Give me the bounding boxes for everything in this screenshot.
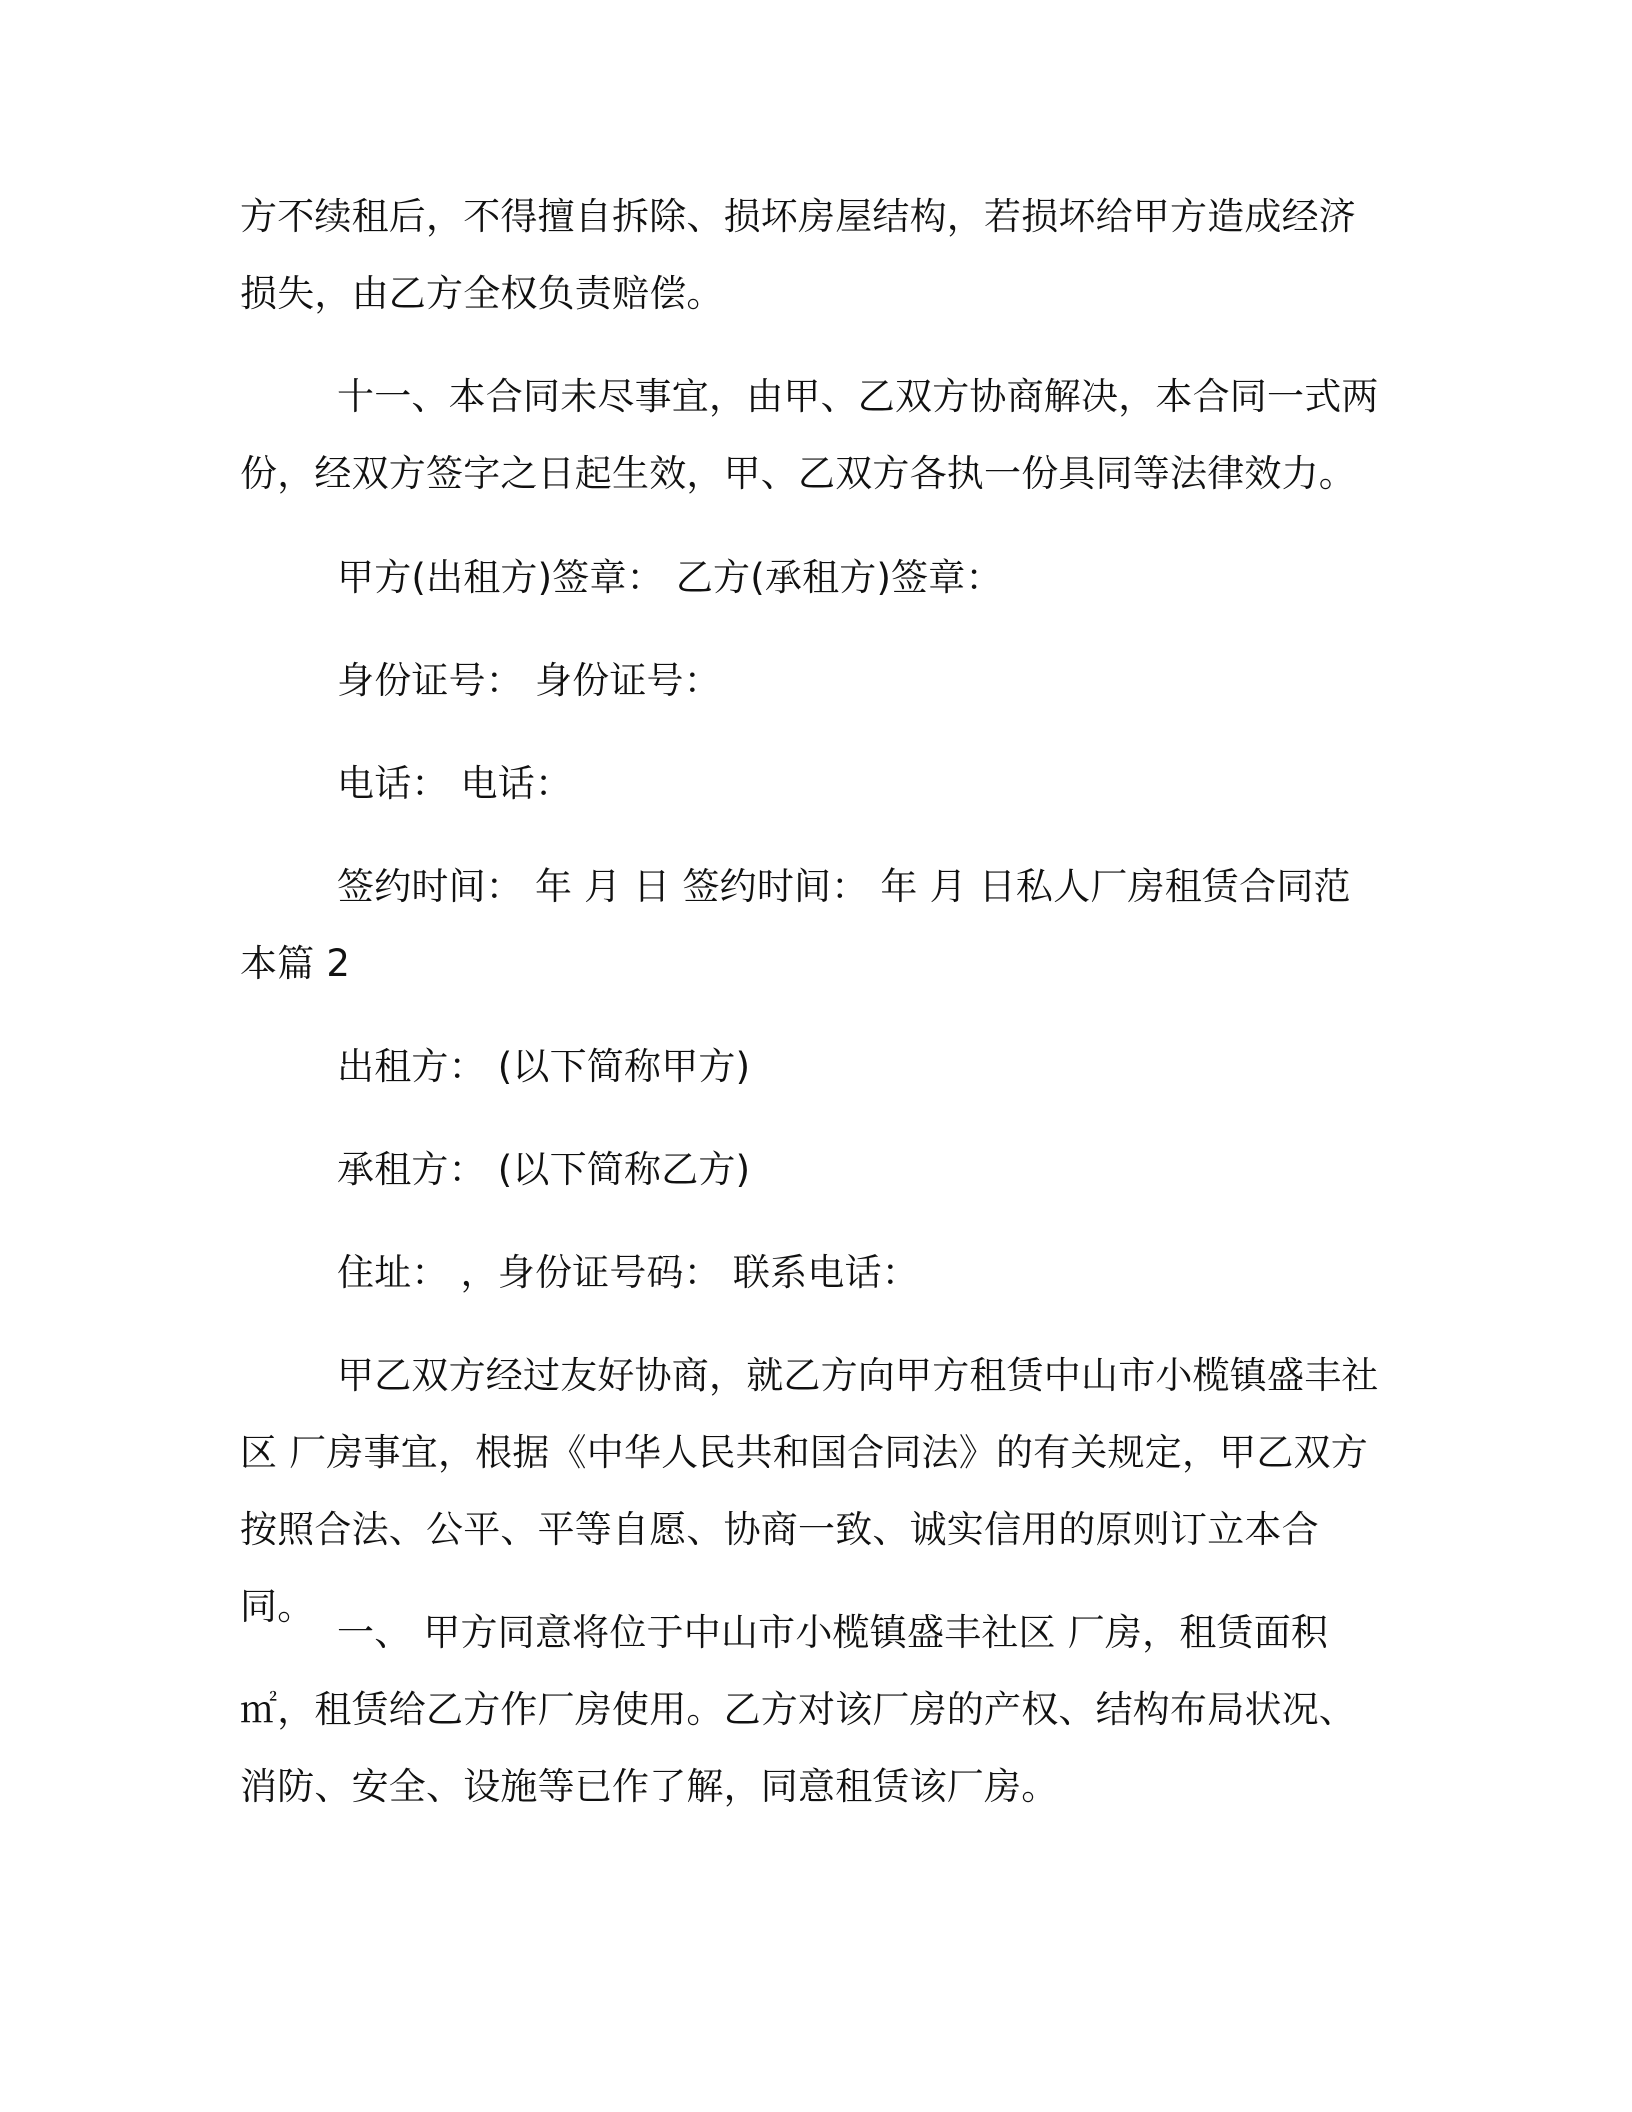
paragraph-id-numbers: 身份证号： 身份证号：	[337, 659, 721, 702]
paragraph-signing-date: 签约时间： 年 月 日 签约时间： 年 月 日私人厂房租赁合同范本篇 2	[240, 865, 1351, 985]
paragraph-agreement-intro: 甲乙双方经过友好协商，就乙方向甲方租赁中山市小榄镇盛丰社区 厂房事宜，根据《中华人民共和国合同法》的有关规定，甲乙双方按照合法、公平、平等自愿、协商一致、诚实信用的原则订立本合同。	[240, 1354, 1379, 1628]
paragraph-address: 住址： ，身份证号码： 联系电话：	[337, 1251, 919, 1294]
paragraph-compensation: 方不续租后，不得擅自拆除、损坏房屋结构，若损坏给甲方造成经济损失，由乙方全权负责赔偿。	[240, 195, 1356, 315]
paragraph-clause-one: 一、 甲方同意将位于中山市小榄镇盛丰社区 厂房，租赁面积 ㎡，租赁给乙方作厂房使用。乙方对该厂房的产权、结构布局状况、消防、安全、设施等已作了解，同意租赁该厂房。	[240, 1611, 1356, 1808]
paragraph-signatures: 甲方(出租方)签章： 乙方(承租方)签章：	[337, 556, 1003, 599]
paragraph-clause-eleven: 十一、本合同未尽事宜，由甲、乙双方协商解决，本合同一式两份，经双方签字之日起生效，甲、乙双方各执一份具同等法律效力。	[240, 375, 1379, 495]
paragraph-lessor: 出租方： (以下简称甲方)	[337, 1045, 751, 1088]
paragraph-lessee: 承租方： (以下简称乙方)	[337, 1148, 751, 1191]
paragraph-phones: 电话： 电话：	[337, 762, 573, 805]
